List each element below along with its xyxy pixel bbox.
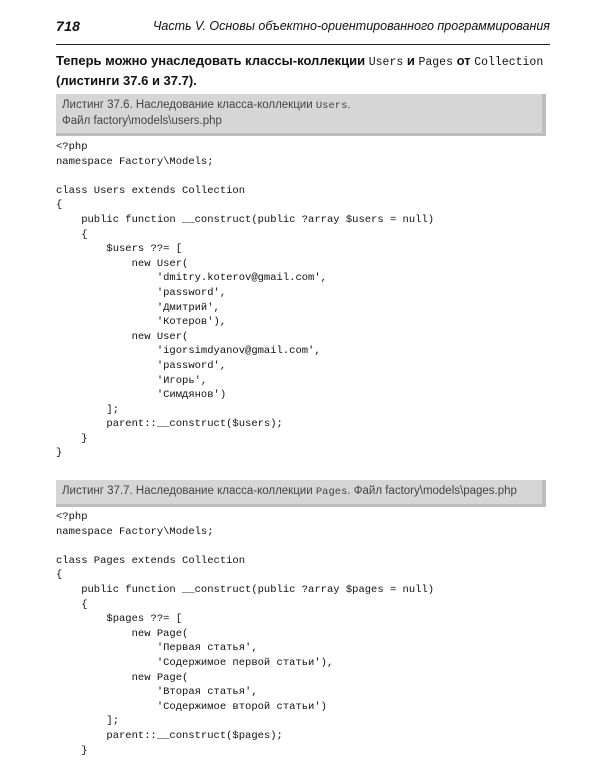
listing-37-6-code-line: 'password', [56,286,227,299]
page-header [56,18,550,45]
listing-37-6-code-line: parent::__construct($users); [56,418,283,431]
intro-from: от [452,53,475,68]
listing-37-7-code-line: $pages ??= [ [56,613,183,626]
running-title: Часть V. Основы объектно-ориентированного программирования [152,19,550,33]
listing-37-7-code-line [56,539,556,554]
intro-class-users: Users [368,56,404,69]
listing-37-6-title: Листинг 37.6. Наследование класса-коллекции Users. [62,99,351,112]
listing-37-6-code-line: $users ??= [ [56,243,183,256]
intro-paragraph [56,52,550,90]
intro-text-before: Теперь можно унаследовать классы-коллекции [56,53,369,68]
listing-37-6-code-line: 'Симдянов') [56,389,227,402]
listing-37-7-caption [56,480,546,507]
listing-37-6-code [56,140,556,461]
listing-37-7-code-line: 'Содержимое второй статьи') [56,700,327,713]
intro-class-pages: Pages [418,56,453,69]
listing-37-7-code-line: { [56,598,88,611]
listing-37-6-code-line: <?php [56,141,88,153]
listing-37-7-code-line: <?php [56,511,88,523]
listing-37-7-code-line: namespace Factory\Models; [56,525,214,538]
listing-37-7-code-line: 'Вторая статья', [56,686,258,699]
listing-37-6-code-line: 'password', [56,359,227,372]
listing-37-7-title: Листинг 37.7. Наследование класса-коллекции Pages. Файл factory\models\pages.php [62,485,517,498]
intro-text-after: (листинги 37.6 и 37.7). [56,73,197,88]
listing-37-6-code-line: { [56,199,63,212]
listing-37-6-code-line: 'dmitry.koterov@gmail.com', [56,272,327,285]
listing-37-7-code-line: ]; [56,715,120,728]
listing-37-6-code-line: 'Игорь', [56,374,208,387]
page-number: 718 [56,18,81,34]
listing-37-6-code-line: 'Котеров'), [56,316,227,329]
listing-37-7-code-line: 'Содержимое первой статьи'), [56,656,334,669]
intro-class-collection: Collection [474,56,544,69]
listing-37-7-code-line: { [56,569,63,582]
listing-37-7-code-line: 'Первая статья', [56,642,258,655]
listing-37-6-code-line: } [56,447,63,460]
listing-37-6-code-line: 'igorsimdyanov@gmail.com', [56,345,321,358]
listing-37-6-code-line: namespace Factory\Models; [56,155,214,168]
listing-37-7-code-line: parent::__construct($pages); [56,729,283,742]
listing-37-6-caption [56,94,546,136]
listing-37-6-code-line: 'Дмитрий', [56,301,220,314]
intro-and: и [403,53,419,68]
listing-37-7-code-line: new Page( [56,627,189,640]
listing-37-6-code-line: public function __construct(public ?array $users = null) [56,213,435,226]
listing-37-7-code-line: new Page( [56,671,189,684]
listing-37-6-code-line: class Users extends Collection [56,184,246,197]
listing-37-7-code-line: class Pages extends Collection [56,554,246,567]
listing-37-6-code-line [56,169,556,184]
listing-37-6-code-line: { [56,228,88,241]
listing-37-7-code-line: public function __construct(public ?array $pages = null) [56,583,435,596]
listing-37-7-code [56,510,556,758]
listing-37-7-code-line: } [56,744,88,757]
listing-37-6-file: Файл factory\models\users.php [62,115,222,127]
listing-37-6-code-line: new User( [56,257,189,270]
listing-37-6-code-line: } [56,432,88,445]
listing-37-6-code-line: ]; [56,403,120,416]
listing-37-6-code-line: new User( [56,330,189,343]
